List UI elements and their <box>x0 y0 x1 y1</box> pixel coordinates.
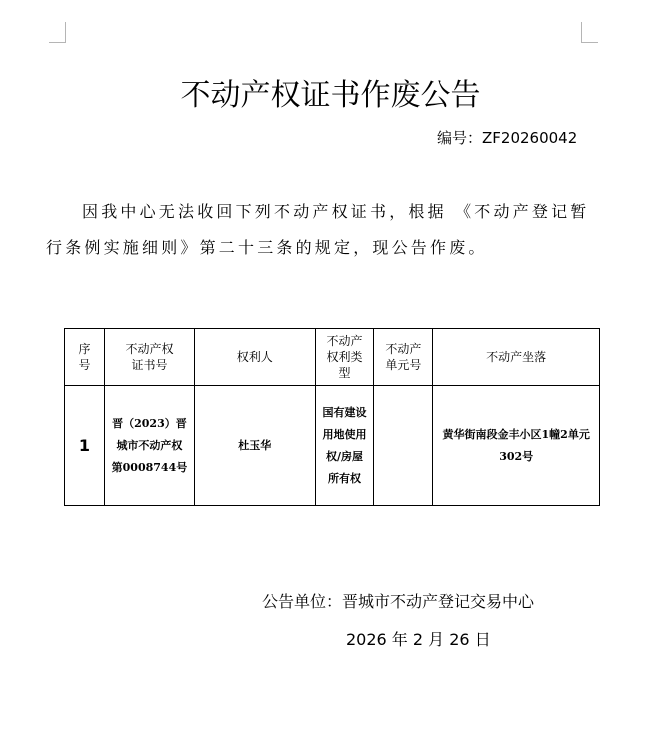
cell-location: 黄华街南段金丰小区1幢2单元302号 <box>433 386 600 506</box>
page-corner-mark-right <box>581 22 598 43</box>
cell-cert-no: 晋（2023）晋城市不动产权第0008744号 <box>104 386 194 506</box>
cell-owner: 杜玉华 <box>194 386 315 506</box>
page-title: 不动产权证书作废公告 <box>180 78 481 113</box>
document-number: 编号：ZF20260042 <box>437 129 578 147</box>
table-header-row <box>65 329 600 386</box>
issuer-signature: 公告单位：晋城市不动产登记交易中心 <box>262 592 535 611</box>
header-unit-no: 不动产单元号 <box>374 329 433 386</box>
void-certificate-table <box>64 328 600 506</box>
cell-seq: 1 <box>65 386 105 506</box>
header-owner: 权利人 <box>194 329 315 386</box>
header-cert-no: 不动产权证书号 <box>104 329 194 386</box>
cell-right-type: 国有建设用地使用权/房屋所有权 <box>315 386 374 506</box>
cell-unit-no <box>374 386 433 506</box>
header-location: 不动产坐落 <box>433 329 600 386</box>
header-seq: 序号 <box>65 329 105 386</box>
notice-body-text: 因我中心无法收回下列不动产权证书，根据 《不动产登记暂行条例实施细则》第二十三条的规定，现公告作废。 <box>46 202 590 257</box>
page-corner-mark-left <box>49 22 66 43</box>
table-row <box>65 386 600 506</box>
issue-date: 2026 年 2 月 26 日 <box>346 630 491 649</box>
header-right-type: 不动产权利类型 <box>315 329 374 386</box>
